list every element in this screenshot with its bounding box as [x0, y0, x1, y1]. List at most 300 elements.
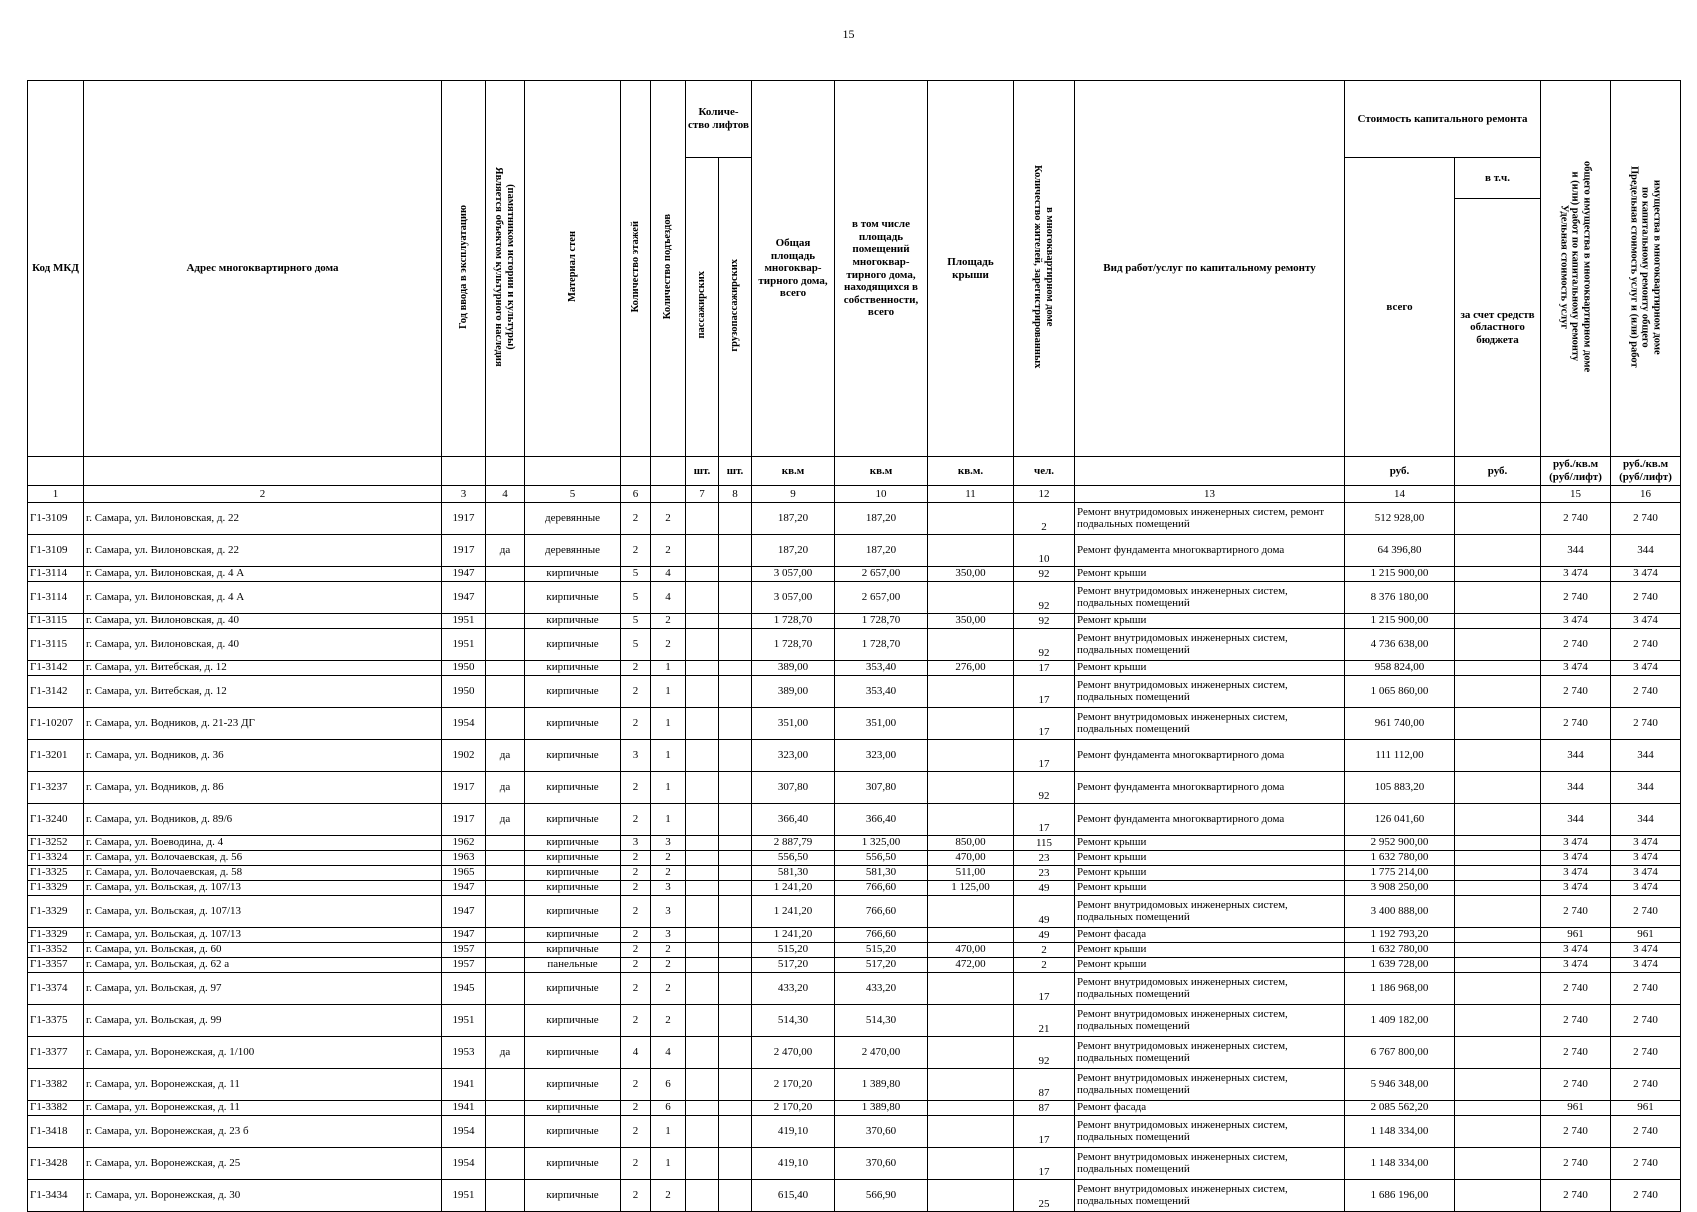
cell-code: Г1-3418 [28, 1116, 84, 1148]
cell-total-area: 307,80 [752, 772, 835, 804]
table-row [28, 1148, 1681, 1180]
cell-owned-area: 2 470,00 [835, 1037, 928, 1069]
cell-heritage [486, 943, 525, 958]
cell-entrances: 1 [651, 740, 686, 772]
cell-entrances: 2 [651, 1005, 686, 1037]
cell-material: кирпичные [525, 661, 621, 676]
cell-cost-regional [1455, 567, 1541, 582]
cell-residents: 25 [1014, 1180, 1075, 1212]
cell-year: 1917 [442, 535, 486, 567]
cell-total-area: 581,30 [752, 866, 835, 881]
unit-empty [84, 457, 442, 486]
cell-max-cost: 2 740 [1611, 1005, 1681, 1037]
cell-residents: 17 [1014, 1116, 1075, 1148]
cell-lifts-cargo [719, 503, 752, 535]
cell-heritage [486, 708, 525, 740]
cell-entrances: 3 [651, 896, 686, 928]
unit-unit-cost: руб./кв.м (руб/лифт) [1541, 457, 1611, 486]
cell-address: г. Самара, ул. Вольская, д. 97 [84, 973, 442, 1005]
cell-owned-area: 370,60 [835, 1116, 928, 1148]
cell-lifts-passenger [686, 1148, 719, 1180]
cell-max-cost: 2 740 [1611, 1148, 1681, 1180]
cell-cost-total: 8 376 180,00 [1345, 582, 1455, 614]
cell-lifts-cargo [719, 1069, 752, 1101]
cell-heritage [486, 676, 525, 708]
cell-residents: 92 [1014, 772, 1075, 804]
cell-address: г. Самара, ул. Воронежская, д. 25 [84, 1148, 442, 1180]
cell-cost-regional [1455, 676, 1541, 708]
table-row [28, 866, 1681, 881]
cell-address: г. Самара, ул. Вольская, д. 107/13 [84, 881, 442, 896]
cell-lifts-cargo [719, 629, 752, 661]
cell-cost-regional [1455, 614, 1541, 629]
cell-floors: 2 [621, 1005, 651, 1037]
cell-heritage [486, 958, 525, 973]
cell-max-cost: 2 740 [1611, 503, 1681, 535]
column-number [651, 486, 686, 503]
cell-residents: 17 [1014, 973, 1075, 1005]
cell-total-area: 556,50 [752, 851, 835, 866]
cell-owned-area: 2 657,00 [835, 582, 928, 614]
cell-material: деревянные [525, 535, 621, 567]
cell-floors: 2 [621, 772, 651, 804]
cell-code: Г1-3352 [28, 943, 84, 958]
cell-max-cost: 961 [1611, 928, 1681, 943]
cell-total-area: 517,20 [752, 958, 835, 973]
cell-total-area: 1 728,70 [752, 614, 835, 629]
header-floors: Количество этажей [621, 81, 651, 457]
cell-total-area: 2 170,20 [752, 1101, 835, 1116]
cell-address: г. Самара, ул. Волочаевская, д. 58 [84, 866, 442, 881]
cell-entrances: 2 [651, 943, 686, 958]
cell-lifts-cargo [719, 866, 752, 881]
cell-address: г. Самара, ул. Вольская, д. 107/13 [84, 928, 442, 943]
cell-max-cost: 2 740 [1611, 676, 1681, 708]
table-row [28, 503, 1681, 535]
header-cost-regional: за счет средств областного бюджета [1455, 199, 1541, 457]
cell-roof-area: 470,00 [928, 851, 1014, 866]
cell-entrances: 1 [651, 1116, 686, 1148]
cell-max-cost: 2 740 [1611, 1069, 1681, 1101]
cell-lifts-passenger [686, 1116, 719, 1148]
cell-lifts-passenger [686, 1180, 719, 1212]
table-row [28, 582, 1681, 614]
cell-year: 1951 [442, 614, 486, 629]
cell-roof-area [928, 535, 1014, 567]
cell-total-area: 1 241,20 [752, 928, 835, 943]
cell-address: г. Самара, ул. Вилоновская, д. 22 [84, 503, 442, 535]
unit-pcs-cargo: шт. [719, 457, 752, 486]
cell-year: 1947 [442, 567, 486, 582]
cell-roof-area [928, 928, 1014, 943]
cell-address: г. Самара, ул. Воронежская, д. 11 [84, 1069, 442, 1101]
cell-unit-cost: 2 740 [1541, 1180, 1611, 1212]
cell-unit-cost: 2 740 [1541, 896, 1611, 928]
cell-total-area: 2 170,20 [752, 1069, 835, 1101]
cell-year: 1917 [442, 804, 486, 836]
cell-lifts-cargo [719, 973, 752, 1005]
cell-roof-area: 350,00 [928, 567, 1014, 582]
cell-work-type: Ремонт крыши [1075, 614, 1345, 629]
cell-cost-total: 1 686 196,00 [1345, 1180, 1455, 1212]
cell-total-area: 389,00 [752, 676, 835, 708]
cell-max-cost: 3 474 [1611, 614, 1681, 629]
cell-lifts-cargo [719, 1037, 752, 1069]
cell-total-area: 2 470,00 [752, 1037, 835, 1069]
cell-total-area: 419,10 [752, 1116, 835, 1148]
cell-owned-area: 566,90 [835, 1180, 928, 1212]
cell-work-type: Ремонт крыши [1075, 881, 1345, 896]
cell-year: 1947 [442, 896, 486, 928]
cell-total-area: 187,20 [752, 535, 835, 567]
cell-residents: 92 [1014, 567, 1075, 582]
cell-cost-regional [1455, 851, 1541, 866]
cell-lifts-passenger [686, 851, 719, 866]
cell-total-area: 3 057,00 [752, 582, 835, 614]
column-number: 10 [835, 486, 928, 503]
header-cost-incl: в т.ч. [1455, 158, 1541, 199]
cell-owned-area: 766,60 [835, 896, 928, 928]
column-number: 5 [525, 486, 621, 503]
cell-material: кирпичные [525, 804, 621, 836]
cell-residents: 17 [1014, 804, 1075, 836]
cell-roof-area [928, 1069, 1014, 1101]
cell-lifts-cargo [719, 896, 752, 928]
cell-heritage [486, 614, 525, 629]
cell-lifts-cargo [719, 804, 752, 836]
cell-max-cost: 3 474 [1611, 881, 1681, 896]
cell-floors: 2 [621, 943, 651, 958]
cell-lifts-cargo [719, 836, 752, 851]
cell-year: 1947 [442, 881, 486, 896]
cell-entrances: 1 [651, 661, 686, 676]
cell-roof-area [928, 629, 1014, 661]
cell-max-cost: 2 740 [1611, 1116, 1681, 1148]
cell-unit-cost: 2 740 [1541, 1037, 1611, 1069]
cell-max-cost: 2 740 [1611, 629, 1681, 661]
cell-cost-regional [1455, 943, 1541, 958]
cell-floors: 3 [621, 740, 651, 772]
cell-material: кирпичные [525, 772, 621, 804]
header-code: Код МКД [28, 81, 84, 457]
cell-heritage [486, 928, 525, 943]
cell-entrances: 4 [651, 582, 686, 614]
cell-cost-regional [1455, 896, 1541, 928]
cell-roof-area [928, 772, 1014, 804]
cell-total-area: 351,00 [752, 708, 835, 740]
cell-material: кирпичные [525, 836, 621, 851]
cell-work-type: Ремонт внутридомовых инженерных систем, подвальных помещений [1075, 1180, 1345, 1212]
cell-cost-regional [1455, 836, 1541, 851]
cell-lifts-cargo [719, 851, 752, 866]
cell-lifts-cargo [719, 614, 752, 629]
cell-work-type: Ремонт внутридомовых инженерных систем, подвальных помещений [1075, 1005, 1345, 1037]
cell-year: 1951 [442, 629, 486, 661]
table-row [28, 1180, 1681, 1212]
cell-cost-total: 1 148 334,00 [1345, 1148, 1455, 1180]
cell-cost-total: 961 740,00 [1345, 708, 1455, 740]
cell-heritage [486, 567, 525, 582]
cell-entrances: 3 [651, 881, 686, 896]
cell-heritage [486, 851, 525, 866]
cell-floors: 2 [621, 1116, 651, 1148]
table-row [28, 740, 1681, 772]
cell-cost-total: 6 767 800,00 [1345, 1037, 1455, 1069]
cell-roof-area: 511,00 [928, 866, 1014, 881]
cell-floors: 2 [621, 676, 651, 708]
cell-entrances: 4 [651, 1037, 686, 1069]
cell-work-type: Ремонт внутридомовых инженерных систем, подвальных помещений [1075, 1037, 1345, 1069]
cell-total-area: 1 241,20 [752, 896, 835, 928]
cell-unit-cost: 2 740 [1541, 973, 1611, 1005]
cell-heritage [486, 1069, 525, 1101]
column-number: 15 [1541, 486, 1611, 503]
cell-heritage [486, 582, 525, 614]
cell-lifts-passenger [686, 582, 719, 614]
cell-roof-area: 472,00 [928, 958, 1014, 973]
cell-lifts-cargo [719, 582, 752, 614]
cell-work-type: Ремонт внутридомовых инженерных систем, подвальных помещений [1075, 676, 1345, 708]
cell-lifts-passenger [686, 708, 719, 740]
cell-heritage: да [486, 535, 525, 567]
cell-code: Г1-3382 [28, 1069, 84, 1101]
cell-floors: 2 [621, 881, 651, 896]
cell-lifts-passenger [686, 928, 719, 943]
cell-code: Г1-3115 [28, 629, 84, 661]
cell-roof-area [928, 1005, 1014, 1037]
cell-lifts-passenger [686, 629, 719, 661]
cell-cost-regional [1455, 503, 1541, 535]
cell-lifts-passenger [686, 1037, 719, 1069]
cell-heritage: да [486, 1037, 525, 1069]
cell-work-type: Ремонт крыши [1075, 836, 1345, 851]
cell-lifts-cargo [719, 708, 752, 740]
cell-heritage [486, 1180, 525, 1212]
cell-max-cost: 3 474 [1611, 958, 1681, 973]
cell-cost-regional [1455, 740, 1541, 772]
cell-entrances: 1 [651, 708, 686, 740]
cell-lifts-cargo [719, 772, 752, 804]
cell-work-type: Ремонт внутридомовых инженерных систем, подвальных помещений [1075, 973, 1345, 1005]
cell-owned-area: 514,30 [835, 1005, 928, 1037]
cell-material: кирпичные [525, 614, 621, 629]
cell-floors: 2 [621, 973, 651, 1005]
unit-empty [1075, 457, 1345, 486]
cell-entrances: 4 [651, 567, 686, 582]
cell-floors: 2 [621, 1148, 651, 1180]
cell-unit-cost: 3 474 [1541, 881, 1611, 896]
cell-lifts-passenger [686, 973, 719, 1005]
cell-lifts-cargo [719, 928, 752, 943]
cell-roof-area [928, 1116, 1014, 1148]
header-unit-cost: Удельная стоимость услуг и (или) работ по капитальному ремонту общего имущества в многоквартирном доме [1541, 81, 1611, 457]
cell-residents: 17 [1014, 708, 1075, 740]
cell-residents: 17 [1014, 676, 1075, 708]
cell-year: 1945 [442, 973, 486, 1005]
cell-lifts-passenger [686, 1069, 719, 1101]
table-row [28, 629, 1681, 661]
cell-max-cost: 961 [1611, 1101, 1681, 1116]
unit-empty [525, 457, 621, 486]
cell-work-type: Ремонт крыши [1075, 866, 1345, 881]
cell-floors: 5 [621, 614, 651, 629]
cell-owned-area: 433,20 [835, 973, 928, 1005]
table-row [28, 567, 1681, 582]
unit-empty [651, 457, 686, 486]
cell-code: Г1-3142 [28, 676, 84, 708]
cell-unit-cost: 2 740 [1541, 503, 1611, 535]
cell-material: кирпичные [525, 881, 621, 896]
cell-total-area: 514,30 [752, 1005, 835, 1037]
cell-entrances: 2 [651, 973, 686, 1005]
cell-residents: 17 [1014, 661, 1075, 676]
cell-material: кирпичные [525, 567, 621, 582]
cell-unit-cost: 3 474 [1541, 836, 1611, 851]
cell-unit-cost: 3 474 [1541, 958, 1611, 973]
cell-cost-regional [1455, 1005, 1541, 1037]
table-row [28, 535, 1681, 567]
cell-roof-area [928, 503, 1014, 535]
cell-cost-total: 3 400 888,00 [1345, 896, 1455, 928]
cell-floors: 5 [621, 629, 651, 661]
cell-roof-area: 276,00 [928, 661, 1014, 676]
unit-cost-total: руб. [1345, 457, 1455, 486]
cell-owned-area: 353,40 [835, 676, 928, 708]
cell-owned-area: 766,60 [835, 928, 928, 943]
header-cost-total: всего [1345, 158, 1455, 457]
cell-heritage [486, 503, 525, 535]
cell-code: Г1-3237 [28, 772, 84, 804]
cell-residents: 49 [1014, 881, 1075, 896]
cell-max-cost: 3 474 [1611, 836, 1681, 851]
cell-heritage [486, 629, 525, 661]
cell-material: кирпичные [525, 708, 621, 740]
cell-cost-total: 958 824,00 [1345, 661, 1455, 676]
header-lifts-passenger: пассажирских [686, 158, 719, 457]
cell-cost-total: 1 192 793,20 [1345, 928, 1455, 943]
header-residents: Количество жителей, зарегистрированных в многоквартирном доме [1014, 81, 1075, 457]
cell-cost-regional [1455, 1037, 1541, 1069]
cell-owned-area: 556,50 [835, 851, 928, 866]
cell-code: Г1-3114 [28, 567, 84, 582]
cell-residents: 92 [1014, 614, 1075, 629]
cell-heritage [486, 1116, 525, 1148]
cell-cost-total: 5 946 348,00 [1345, 1069, 1455, 1101]
cell-total-area: 2 887,79 [752, 836, 835, 851]
cell-unit-cost: 344 [1541, 740, 1611, 772]
cell-floors: 3 [621, 836, 651, 851]
unit-empty [28, 457, 84, 486]
cell-address: г. Самара, ул. Вольская, д. 62 а [84, 958, 442, 973]
cell-lifts-passenger [686, 1101, 719, 1116]
cell-year: 1917 [442, 503, 486, 535]
cell-lifts-cargo [719, 661, 752, 676]
cell-lifts-cargo [719, 1005, 752, 1037]
cell-max-cost: 2 740 [1611, 973, 1681, 1005]
cell-owned-area: 766,60 [835, 881, 928, 896]
cell-unit-cost: 344 [1541, 535, 1611, 567]
cell-owned-area: 370,60 [835, 1148, 928, 1180]
cell-material: кирпичные [525, 740, 621, 772]
cell-material: кирпичные [525, 943, 621, 958]
header-entrances: Количество подъездов [651, 81, 686, 457]
cell-max-cost: 2 740 [1611, 1180, 1681, 1212]
cell-residents: 17 [1014, 740, 1075, 772]
cell-entrances: 2 [651, 866, 686, 881]
cell-cost-regional [1455, 772, 1541, 804]
cell-lifts-passenger [686, 661, 719, 676]
cell-cost-total: 111 112,00 [1345, 740, 1455, 772]
table-row [28, 896, 1681, 928]
column-number: 9 [752, 486, 835, 503]
cell-address: г. Самара, ул. Вилоновская, д. 40 [84, 629, 442, 661]
cell-entrances: 6 [651, 1069, 686, 1101]
cell-code: Г1-3428 [28, 1148, 84, 1180]
cell-total-area: 323,00 [752, 740, 835, 772]
header-material: Материал стен [525, 81, 621, 457]
cell-lifts-cargo [719, 740, 752, 772]
cell-lifts-passenger [686, 503, 719, 535]
column-number-row [28, 486, 1681, 503]
cell-floors: 2 [621, 1180, 651, 1212]
cell-material: кирпичные [525, 629, 621, 661]
cell-owned-area: 187,20 [835, 503, 928, 535]
unit-pcs-passenger: шт. [686, 457, 719, 486]
cell-residents: 87 [1014, 1069, 1075, 1101]
cell-total-area: 366,40 [752, 804, 835, 836]
cell-unit-cost: 2 740 [1541, 1116, 1611, 1148]
cell-year: 1902 [442, 740, 486, 772]
cell-cost-regional [1455, 973, 1541, 1005]
cell-heritage [486, 866, 525, 881]
cell-residents: 23 [1014, 851, 1075, 866]
cell-material: кирпичные [525, 896, 621, 928]
cell-roof-area [928, 740, 1014, 772]
cell-owned-area: 307,80 [835, 772, 928, 804]
cell-code: Г1-3109 [28, 503, 84, 535]
cell-cost-regional [1455, 1116, 1541, 1148]
cell-work-type: Ремонт внутридомовых инженерных систем, подвальных помещений [1075, 1069, 1345, 1101]
cell-cost-total: 126 041,60 [1345, 804, 1455, 836]
unit-total-area: кв.м [752, 457, 835, 486]
column-number [1455, 486, 1541, 503]
cell-cost-regional [1455, 866, 1541, 881]
cell-material: кирпичные [525, 866, 621, 881]
unit-empty [486, 457, 525, 486]
header-roof-area: Площадь крыши [928, 81, 1014, 457]
table-row [28, 804, 1681, 836]
cell-owned-area: 581,30 [835, 866, 928, 881]
cell-entrances: 2 [651, 629, 686, 661]
cell-total-area: 1 241,20 [752, 881, 835, 896]
cell-heritage [486, 896, 525, 928]
cell-lifts-passenger [686, 535, 719, 567]
cell-unit-cost: 3 474 [1541, 866, 1611, 881]
column-number: 7 [686, 486, 719, 503]
cell-cost-total: 1 065 860,00 [1345, 676, 1455, 708]
cell-owned-area: 515,20 [835, 943, 928, 958]
cell-lifts-passenger [686, 772, 719, 804]
cell-residents: 115 [1014, 836, 1075, 851]
cell-entrances: 1 [651, 1148, 686, 1180]
cell-code: Г1-3325 [28, 866, 84, 881]
cell-max-cost: 3 474 [1611, 661, 1681, 676]
cell-max-cost: 344 [1611, 804, 1681, 836]
cell-lifts-passenger [686, 676, 719, 708]
header-work-type: Вид работ/услуг по капитальному ремонту [1075, 81, 1345, 457]
cell-address: г. Самара, ул. Вольская, д. 60 [84, 943, 442, 958]
cell-year: 1951 [442, 1005, 486, 1037]
